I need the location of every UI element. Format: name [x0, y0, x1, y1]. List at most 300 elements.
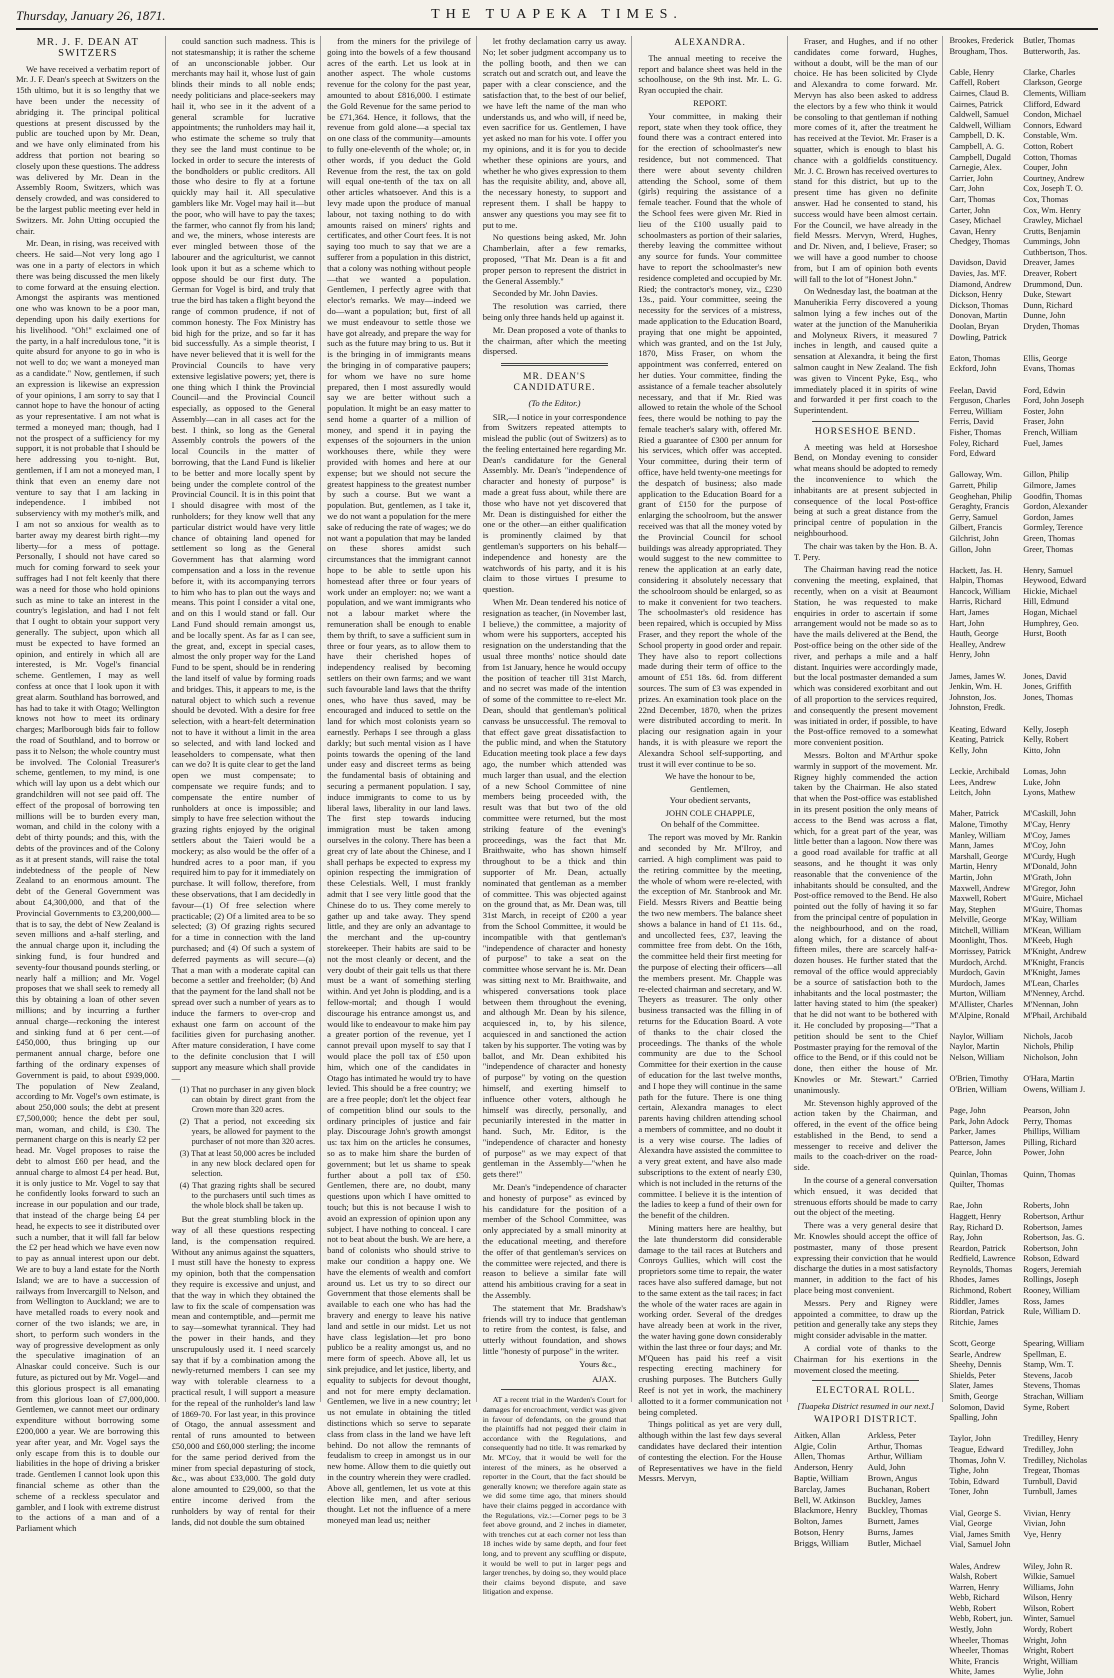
elector-name: Wilson, Henry [1023, 1593, 1073, 1603]
article-paragraph: On Wednesday last, the boatman at the Manuherikia Ferry discovered a young salmon lying a few inches out of the water at the junction of the Manuherikia and Molyneux Rivers, it measured 7 inches in length, and caused quite a sensation at Alexandra, it being the first salmon caught in New Zealand. The fish was given to Vincent Pyke, Esq., who immediately placed it in spirits of wine and forwarded it per first coach to the Superintendent. [793, 286, 938, 416]
elector-name: M'Allister, Charles [949, 1000, 1013, 1010]
elector-name [1023, 714, 1093, 725]
elector-name: Butler, Michael [867, 1537, 922, 1548]
elector-name: Murdoch, Archd. [949, 957, 1007, 967]
elector-name: Vial, George S. [949, 1508, 1001, 1518]
elector-name: Gerry, Samuel [949, 512, 998, 522]
elector-name: Burnett, James [867, 1516, 919, 1527]
list-item: (1) That no purchaser in any given block can obtain by direct grant from the Crown more than 320 acres. [179, 1085, 316, 1115]
article-paragraph: could sanction such madness. This is not statesmanship; it is rather the scheme of an unconscionable jobber. Our merchants may hail it, whose lust of gain blinds their minds to all noble ends; needy politicians and place-seekers may hail it, who see in it the advent of a general scramble for lucrative appointments; the runholders may hail it, who estimate the scheme so truly that they see the land must continue to be locked in order to secure the interests of the bondholders or public creditors. All those who desire to fly at a fortune quickly may hail it. All speculative gamblers like Mr. Vogel may hail it—but the poor, who will have to pay the taxes; the farmer, who cannot fly from his land; and we, the miners, whose interests are ever mingled between those of the labourer and the agriculturist, we cannot look upon it but as a scheme which to oppose should be our first duty. The German for Vogel is bird, and truly that true the bird has taken a flight beyond the range of common prudence, if not of common honesty. The Fox Ministry has bid high for the prize, and so far it has bid successfully. As a simple theorist, I have never believed that it is well for the Provincial Councils to have very extensive legislative powers; yet, there is one thing which I think the Provincial Council—and the Provincial Council especially, as opposed to the General Assembly—can in all cases act for the best. I think, so long as the General Assembly controls the powers of the local Councils in the matter of borrowing, that the Land Fund is likelier to be better and more locally spent by being under the complete control of the Provincial Council. It is in this point that I should disagree with most of the runholders; for they know well that any particular district would have very little chance of obtaining land opened for settlement so long as the General Government has that alarming word compensation and a loss in the revenue before it, with its accompanying terrors to him who has to plan out the ways and means. This point I consider a vital one, and on this I would stand or fall. Our Land Fund should remain amongst us, and be locally spent. As far as I can see, the great, and, except in special cases, almost the only proper way for the Land Fund to be spent, should be in rendering the land itself of value by forming roads and bridges. This, it appears to me, is the natural object to which such a revenue should be devoted. With a desire for free selection, with a heart-felt determination not to have it without a limit in the area so selected, and with land locked and leaseholders to compensate, what then can we do? It is quite clear to get the land open we must compensate; to compensate we require funds; and to compensate the entire number of runholders at once is impossible; and simply to have free selection without the grazing rights enjoyed by the original settlers about the Taieri would be a mockery; as also would be the offer of a hundred acres to a poor man, if you required him to pay for it immediately on purchase. It will follow, therefore, from these observations, that I am decidedly in favour—(1) Of free selection where practicable; (2) Of a limited area to be so selected; (3) Of grazing rights secured for a time in connection with the land purchased; and (4) Of such a system of deferred payments as will secure—(a) That a man with a moderate capital can become a settler and freeholder; (b) And that the payment for the land shall not be spread over such a number of years as to induce the farmers to over-crop and exhaust one farm on account of the facilities given for purchasing another. After mature consideration, I have come to the definite conclusion that I will support any measure which shall provide— [171, 36, 316, 1083]
elector-name: Ferguson, Charles [949, 396, 1011, 406]
elector-name: Martin, Henry [949, 862, 998, 872]
masthead [16, 6, 1098, 30]
elector-name: Hill, Edmund [1023, 597, 1069, 607]
elector-name: Hurst, Booth [1023, 629, 1067, 639]
elector-name [1023, 1021, 1093, 1032]
article-paragraph: Things political as yet are very dull, although within the last few days several candidates have declared their intention of contesting the election. For the House of Representatives we have in the field Messrs. Mervyn, [638, 1419, 782, 1484]
elector-name: Clements, William [1023, 88, 1087, 98]
elector-name: M'Nenney, Archd. [1023, 989, 1085, 999]
elector-name: Owens, William J. [1023, 1084, 1086, 1094]
elector-name: Geraghty, Francis [949, 502, 1009, 512]
article-title-dean: MR. J. F. DEAN AT SWITZERS [36, 37, 139, 59]
elector-name: Arkless, Peter [867, 1429, 916, 1440]
article-paragraph: The Chairman having read the notice convening the meeting, explained, that recently, when on a visit at Beaumont Station, he was requested to make enquiries in order to ascertain if some arrangement would not be made so as to have the mails delivered at the Bend, the Post-office being on the other side of the river, and perhaps a mile and a half distant. Inquiries were accordingly made, but the local postmaster demanded a sum which was considered exorbitant and out of all proportion to the services required, and consequently the present movement was initiated in order, if possible, to have the Post-office removed to a somewhat more convenient position. [793, 564, 938, 748]
elector-name: Allen, Thomas [793, 1451, 845, 1462]
elector-name [1023, 756, 1093, 767]
elector-name: Davies, Jas. M'F. [949, 269, 1007, 279]
elector-name: Cummings, John [1023, 237, 1081, 247]
elector-name [1023, 799, 1093, 810]
article-paragraph: Fraser, and Hughes, and if no other candidates come forward, Hughes, without a doubt, will be the man of our choice. He has been solicited by Clyde and Alexandra to come forward. Mr. Mervyn has also been asked to address the electors by a few who think it would be consoling to that gentleman if nothing more comes of it, after the treatment he has received at the Teviot. Mr. Fraser is a squatter, which is enough to blast his chance with a goldfields constituency. Mr. J. C. Brown has received overtures to stand for this district, but up to the present time has given no definite answer. Had he consented to stand, his success would have been almost certain. For the Council, we have already in the field Messrs. Mervyn, Wrerd, Hughes, and Dr. Niven, and, I believe, Fraser; so we will have a good number to choose from, but I am of opinion both events will fall to the lot of "Honest John." [793, 36, 938, 284]
elector-name: M'Guire, Michael [1023, 894, 1083, 904]
elector-name: Harris, Richard [949, 597, 1002, 607]
elector-name: O'Hara, Martin [1023, 1074, 1075, 1084]
article-paragraph: There was a very general desire that Mr. Knowles should accept the office of postmaster, many of those present expressing their conviction that he would discharge the duties in a most satisfactory manner, in addition to the fact of his place being most convenient. [793, 1220, 938, 1296]
elector-name: Algie, Colin [793, 1440, 837, 1451]
elector-name [1023, 703, 1093, 714]
elector-name: Power, John [1023, 1148, 1065, 1158]
elector-name: Buckley, Thomas [867, 1505, 928, 1516]
report-signature: JOHN COLE CHAPPLE, [665, 807, 755, 818]
article-paragraph: No questions being asked, Mr. John Chamberlain, after a few remarks, proposed, "That Mr. Dean is a fit and proper person to represent the district in the General Assembly." [482, 232, 627, 286]
elector-name: Dunn, Richard [1023, 300, 1073, 310]
elector-name: Wright, William [1023, 1656, 1078, 1666]
elector-name: Lomas, John [1023, 766, 1067, 776]
elector-name: M'Curdy, Hugh [1023, 851, 1076, 861]
elector-name: Buckley, James [867, 1494, 922, 1505]
elector-name: Wheeler, Thomas [949, 1646, 1009, 1656]
elector-name: Luke, John [1023, 777, 1061, 787]
elector-name: Maxwell, Andrew [949, 883, 1010, 893]
article-dean-body-cont [172, 36, 316, 1083]
elector-name: Hancock, William [949, 586, 1011, 596]
elector-name: Morrissey, Patrick [949, 947, 1011, 957]
elector-name: M'Nennan, John [1023, 1000, 1079, 1010]
elector-name: Carr, Thomas [949, 194, 996, 204]
elector-name: Melville, George [949, 915, 1007, 925]
elector-name: Quinlan, Thomas [949, 1169, 1008, 1179]
elector-name: Robertson, Jas. G. [1023, 1233, 1085, 1243]
elector-name: Thomas, John V. [949, 1455, 1006, 1465]
article-paragraph: let frothy declamation carry us away. No; let sober judgment accompany us to the polling booth, and then we can scratch out and scratch out, and leave the paper with a clear conscience, and the satisfaction that, to the best of our belief, we have left the name of the man who understands us, and who will, if need be, even sacrifice for us. Gentlemen, I have yet asked no man for his vote. I offer you my opinions, and it is for you to decide whether these opinions are yours, and whether he who gives expression to them has the requisite ability, and, above all, the necessary honesty, to support and represent them. I shall be happy to answer any questions you may see fit to put to me. [482, 36, 627, 230]
elector-name: Strachan, William [1023, 1392, 1084, 1401]
elector-name: Keating, Edward [949, 724, 1007, 734]
elector-name: Rollings, Joseph [1023, 1275, 1079, 1285]
elector-name: Arthur, Thomas [867, 1440, 923, 1451]
elector-name: Stamp, Wm. T. [1023, 1360, 1074, 1370]
elector-name: Cox, Joseph T. O. [1023, 184, 1083, 194]
elector-name: M'Coy, James [1023, 830, 1071, 840]
article-paragraph: The resolution was carried, there being only three hands held up against it. [482, 301, 627, 322]
article-paragraph: Mr. Dean's "independence of character and honesty of purpose" as evinced by his candidature for the position of a member of the School Committee, was only appreciated by a small minority at the educational meeting, and therefore the offer of that gentleman's services on the committee were rejected, and there is reason to believe a similar fate will attend his ambitious craving for a seat in the Assembly. [482, 1182, 627, 1301]
elector-name: Foster, John [1023, 406, 1064, 416]
elector-name: Robertson, John [1023, 1243, 1078, 1253]
elector-name [1023, 1413, 1093, 1424]
waipori-names [794, 1430, 938, 1549]
elector-name [949, 460, 1019, 471]
article-paragraph: The chair was taken by the Hon. B. A. T. Pery. [793, 540, 938, 562]
elector-name: Hickie, Michael [1023, 586, 1078, 596]
elector-name: Campbell, D. K. [949, 131, 1005, 141]
elector-name: Redfield, Lawrence [949, 1254, 1016, 1264]
elector-name: Vye, Henry [1023, 1529, 1062, 1539]
elector-name [949, 1021, 1019, 1032]
elector-name: O'Brien, Timothy [949, 1074, 1009, 1084]
elector-name: Clarke, Charles [1023, 67, 1076, 77]
elector-name: May, Stephen [949, 904, 996, 914]
elector-name [1023, 343, 1093, 354]
waipori-title: WAIPORI DISTRICT. [813, 1415, 918, 1426]
elector-name: M'Caskill, John [1023, 809, 1076, 819]
elector-name: Leckie, Archibald [949, 766, 1010, 776]
elector-name [1023, 333, 1093, 344]
elector-name: Cuthbertson, Thos. [1023, 247, 1088, 257]
elector-name: Arthur, William [867, 1451, 923, 1462]
elector-name: Constable, Wm. [1023, 131, 1078, 141]
elector-name: James, James W. [949, 671, 1006, 681]
elector-name: Doolan, Bryan [949, 322, 999, 332]
elector-name: M'Grath, John [1023, 872, 1072, 882]
column-4 [482, 36, 633, 1597]
elector-name: Wheeler, Thomas [949, 1635, 1009, 1645]
elector-name: Nicholson, John [1023, 1053, 1078, 1062]
elector-name: Webb, Robert [949, 1603, 996, 1613]
elector-name [1023, 1159, 1093, 1170]
elector-name: Dowling, Patrick [949, 332, 1007, 342]
elector-name: Williams, John [1023, 1582, 1074, 1592]
elector-name: Ferreu, William [949, 406, 1003, 416]
elector-name: Spalling, John [949, 1413, 998, 1423]
elector-name: Wordy, Robert [1023, 1625, 1073, 1635]
elector-name: Vivian, John [1023, 1519, 1066, 1529]
elector-name: Butler, Thomas [1023, 36, 1075, 45]
elector-name: Brookes, Frederick [949, 36, 1014, 45]
elector-name [949, 1328, 1019, 1339]
elector-name: Halpin, Thomas [949, 576, 1004, 586]
elector-name: Sheehy, Dennis [949, 1360, 1002, 1370]
elector-name [949, 343, 1019, 354]
article-paragraph: Mr. Dean proposed a vote of thanks to the chairman, after which the meeting dispersed. [482, 324, 627, 357]
elector-name: Tobin, Edward [949, 1476, 1000, 1486]
elector-name: Marshall, George [949, 851, 1008, 861]
elector-name: Vivian, Henry [1023, 1508, 1071, 1518]
elector-name: Gordon, James [1023, 512, 1074, 522]
elector-name: Aitken, Allan [793, 1429, 841, 1440]
newspaper-title: THE TUAPEKA TIMES. [431, 7, 683, 22]
elector-name: Tighe, John [949, 1466, 989, 1476]
elector-name: Caffell, Robert [949, 78, 1000, 88]
wardens-court-notice: AT a recent trial in the Warden's Court for damages for encroachment, verdict was given in favour of defendants, on the ground that the plaintiffs had not pegged their claim in accordance with the Regulations, and consequently had no title. It was remarked by Mr. M'Coy, that it would be well for the interest of the miners, as he observed a reporter in the Court, that the fact should be generally known; we therefore again state as we did some time ago, that miners should have their claims pegged in accordance with the Regulations, viz.:—Corner pegs to be 3 feet above ground, and 2 inches in diameter, with trenches cut at each corner not less than 18 inches wide by same depth, and four feet long, and to prevent any scuffling or dispute, it would be well to put in larger pegs and larger trenches, by doing so, they would place their claims beyond dispute, and save litigation and expense. [482, 1395, 627, 1597]
column-6 [793, 36, 944, 1548]
elector-name [949, 1551, 1019, 1562]
divider [501, 1389, 609, 1390]
elector-name: Nelson, William [949, 1053, 1005, 1062]
elector-name [949, 57, 1019, 68]
elector-name [949, 1424, 1019, 1435]
elector-name: Kelly, Joseph [1023, 724, 1069, 734]
elector-name: Searle, Andrew [949, 1349, 1002, 1359]
elector-name: Quinn, Thomas [1023, 1169, 1076, 1179]
elector-name: M'Knight, Andrew [1023, 947, 1087, 957]
elector-name: Mann, James [949, 841, 994, 851]
report-honour: We have the honour to be, [665, 771, 756, 782]
elector-name: Martin, John [949, 872, 993, 882]
elector-name: Spearing, William [1023, 1339, 1085, 1349]
elector-name: Henry, Samuel [1023, 565, 1073, 575]
elector-name: Spellman, E. [1023, 1349, 1067, 1359]
elector-name: Greer, Thomas [1023, 544, 1073, 554]
elector-name: Quilter, Thomas [949, 1180, 1004, 1190]
report-label: REPORT. [693, 97, 728, 108]
elector-name: Crutts, Benjamin [1023, 226, 1081, 236]
elector-name: Dryden, Thomas [1023, 322, 1080, 332]
article-paragraph: The report was moved by Mr. Rankin and seconded by Mr. M'Ilroy, and carried. A high compliment was paid to the retiring committee by the meeting, the whole of whom were re-elected, with the exception of Mr. Stanbrook and Mr. Field. Messrs Rivers and Beattie being the two new members. The balance sheet shows a balance in hand of £1 11s. 6d., and uncollected fees, £37, leaving the committee free from debt. On the 16th, the committee held their first meeting for the purpose of electing their officers—all the members present. Mr. Chapple was re-elected chairman and secretary, and W. Theyers as treasurer. The only other business transacted was the filling in of returns for the Education Board. A vote of thanks to the chair closed the proceedings. The thanks of the whole community are due to the School Committee for their exertion in the cause of education for the last twelve months, and I hope they will continue in the same path for the future. There is one thing certain, Alexandra manages to elect parents having children attending school a members of committee, and no doubt it is a very wise course. The ladies of Alexandra have assisted the committee to a very great extent, and have also made subscriptions to the extent of nearly £30, which is not included in the returns of the committee. I believe it is the intention of the ladies to keep a fund of their own for the benefit of the children. [638, 832, 782, 1221]
elector-name: Cox, Thomas [1023, 194, 1069, 204]
elector-name: Chedgey, Thomas [949, 237, 1010, 247]
elector-name [1023, 640, 1093, 651]
elector-name: M'Kean, William [1023, 925, 1082, 935]
list-item: (4) That grazing rights shall be secured to the purchasers until such times as the whole block shall be taken up. [179, 1181, 316, 1211]
elector-name: Carr, John [949, 184, 985, 194]
elector-name: Rogers, Jeremiah [1023, 1264, 1082, 1274]
elector-name: Tredilley, John [1023, 1444, 1074, 1454]
elector-name: Wilson, Robert [1023, 1603, 1075, 1613]
elector-name: Perry, Thomas [1023, 1116, 1072, 1126]
elector-name: Maxwell, Robert [949, 894, 1007, 904]
elector-name: Mitchell, William [949, 925, 1009, 935]
elector-name: Vial, Samuel John [949, 1540, 1011, 1550]
elector-name: Ford, John Joseph [1023, 396, 1084, 406]
article-paragraph: Mr. Stevenson highly approved of the action taken by the Chairman, and offered, in the event of the office being established in the Bend, to send a messenger to receive and deliver the mails to the coach-driver on the road-side. [793, 1097, 938, 1173]
elector-name [949, 714, 1019, 725]
column-2 [171, 36, 322, 1527]
elector-name: Gormley, Terence [1023, 523, 1083, 533]
elector-name [1023, 650, 1093, 661]
alexandra-news [638, 832, 782, 1484]
article-title-horseshoe: HORSESHOE BEND. [814, 426, 917, 437]
elector-name [949, 1191, 1019, 1202]
elector-name: Couper, John [1023, 163, 1068, 173]
elector-name: Stevens, Jacob [1023, 1370, 1073, 1380]
article-paragraph: SIR,—I notice in your correspondence from Switzers repeated attempts to mislead the public (out of Switzers) as to the feeling entertained here regarding Mr. Dean's candidature for the General Assembly. Mr. Dean's "independence of character and honesty of purpose" is made a great fuss about, while there are those who have not yet discovered that Mr. Dean is distinguished for either the one or the other—an either qualification is prominently claimed by that gentleman's supporters on his behalf—independence and honesty are the watchwords of his party, and it is his claim to those virtues I presume to question. [482, 411, 627, 595]
elector-name: M'Knight, Francis [1023, 957, 1085, 967]
elector-name: Winter, Samuel [1023, 1614, 1076, 1624]
elector-name: Robertson, Arthur [1023, 1211, 1084, 1221]
elector-name: Rooney, William [1023, 1286, 1080, 1296]
elector-name: Buchanan, Robert [867, 1483, 930, 1494]
elector-name: Cairnes, Claud B. [949, 88, 1010, 98]
letter-signature: AJAX. [592, 1373, 617, 1384]
elector-name: Campbell, Dugald [949, 152, 1011, 162]
elector-name: Diamond, Andrew [949, 279, 1012, 289]
elector-name: Nichols, Philip [1023, 1042, 1074, 1052]
elector-name: Evans, Thomas [1023, 364, 1075, 374]
elector-name: Robson, Edward [1023, 1254, 1080, 1264]
elector-name: Taylor, John [949, 1434, 991, 1444]
report-servants: Gentlemen, Your obedient servants, [669, 784, 751, 805]
elector-name: Patterson, James [949, 1137, 1006, 1147]
elector-name: Nichols, Jacob [1023, 1031, 1073, 1041]
elector-name: Cotton, Thomas [1023, 152, 1078, 162]
elector-name: Tredilley, Nicholas [1023, 1455, 1088, 1465]
elector-name: Wilkie, Samuel [1023, 1572, 1076, 1582]
column-1 [16, 36, 166, 1534]
elector-name: M'Kay, William [1023, 915, 1077, 925]
elector-name: Westly, John [949, 1625, 992, 1635]
elector-name: M'Guire, Thomas [1023, 904, 1083, 914]
elector-name [1023, 661, 1093, 672]
elector-name: Stevens, Thomas [1023, 1381, 1081, 1391]
elector-name: White, Francis [949, 1656, 999, 1666]
elector-name [1023, 57, 1093, 68]
elector-name: Naylor, Martin [949, 1042, 1000, 1052]
letter-closing: Yours &c., [579, 1358, 617, 1369]
elector-name: Keating, Patrick [949, 735, 1004, 745]
elector-name: Leitch, John [949, 788, 991, 798]
elector-name: Phillips, William [1023, 1127, 1080, 1137]
list-item: (3) That at least 50,000 acres be included in any new block declared open for selection. [179, 1149, 316, 1179]
elector-name: Turnbull, David [1023, 1476, 1077, 1486]
elector-name: Robertson, James [1023, 1222, 1083, 1232]
elector-name: Campbell, A. G. [949, 141, 1005, 151]
elector-name: Briggs, William [793, 1537, 849, 1548]
elector-name: Ford, Edward [949, 449, 996, 459]
elector-name [949, 756, 1019, 767]
elector-name [1023, 460, 1093, 471]
elector-name: Rhodes, James [949, 1275, 1000, 1285]
elector-name: Kelly, Robert [1023, 735, 1069, 745]
elector-name: Haggett, Henry [949, 1211, 1002, 1221]
elector-name: Wylie, John [1023, 1667, 1064, 1677]
elector-name: Connors, Edward [1023, 120, 1082, 130]
elector-name: Jones, Griffith [1023, 682, 1072, 692]
elector-name: Cotton, Robert [1023, 141, 1074, 151]
elector-name: Carrier, John [949, 173, 993, 183]
elector-name [1023, 375, 1093, 386]
elector-name [1023, 449, 1093, 460]
elector-name: Carnegie, Alex. [949, 163, 1002, 173]
elector-name: Foley, Richard [949, 438, 999, 448]
elector-name: Galloway, Wm. [949, 470, 1003, 480]
report-behalf: On behalf of the Committee. [660, 818, 760, 829]
elector-name: M'Gregor, John [1023, 883, 1076, 893]
elector-name: Gilmore, James [1023, 480, 1076, 490]
alexandra-news-cont [794, 36, 938, 416]
elector-name [1023, 1498, 1093, 1509]
elector-name: Riddler, James [949, 1296, 999, 1306]
article-paragraph: Your committee, in making their report, state when they took office, they found there was a contract entered into for the erection of schoolmaster's new residence, but not commenced. That there were about seventy children attending the School, some of them (girls) requiring the assistance of a female teacher. Found that the whole of the School fees were given Mr. Ried in lieu of the £100 usually paid to schoolmasters as portion of their salaries, thereby leaving the committee without any source for funds. Your committee have to report the schoolmaster's new residence completed and occupied by Mr. Ried; the contractor's money, viz., £230 13s., paid. Your committee, seeing the necessity for the services of a mistress, made application to the Education Board, praying that one might be appointed, which was granted, and on the 1st July, 1870, Miss Fraser, on whom the appointment was conferred, entered on her duties. Your committee, finding the assistance of a female teacher absolutely necessary, and that if Mr. Ried was allowed to retain the whole of the School fees, there would be nothing to pay the female teacher's salary with, offered Mr. Ried a guarantee of £300 per annum for his services, which offer was accepted. Your committee, during their term of office, have held twenty-one meetings for the despatch of business; also made application to the Education Board for a grant of £150 for the purpose of enlarging the schoolroom, but the answer received was that all the money voted by the Provincial Council for school buildings was already appropriated. They would suggest to the new committee to renew the application at an early date, considering it absolutely necessary that the schoolroom should be enlarged, so as to make it convenient for two teachers. The schoolmaster's old residence has been repaired, which is occupied by Miss Fraser, and they report the whole of the School property in good order and repair. They have also to report collections made during their term of office to the amount of £51 18s. 6d. from different sources. The sum of £3 was expended in prizes. An examination took place on the 22nd December, 1870, when the prizes were distributed according to merit. In placing our resignation again in your hands, it is with pleasure we report the Alexandra School self-supporting, and trust it will ever continue to be so. [638, 110, 782, 769]
alexandra-report [638, 111, 782, 770]
elector-name: Gilchrist, John [949, 533, 999, 543]
elector-name: Feelan, David [949, 385, 997, 395]
article-paragraph: A cordial vote of thanks to the Chairman for his exertions in the movement closed the meeting. [793, 1343, 938, 1375]
elector-name: Dreaver, Robert [1023, 269, 1077, 279]
elector-name: Ray, John [949, 1233, 983, 1243]
elector-name: Dreaver, James [1023, 258, 1075, 268]
elector-name: Vial, George [949, 1519, 993, 1529]
elector-name [1023, 1540, 1093, 1551]
elector-name: Duke, Stewart [1023, 290, 1072, 300]
elector-name: Hackett, Jas. H. [949, 565, 1003, 575]
issue-date: Thursday, January 26, 1871. [16, 8, 166, 23]
elector-name: Cable, Henry [949, 67, 995, 77]
elector-name: Webb, Robert, jun. [949, 1614, 1013, 1624]
elector-name: Hauth, George [949, 629, 999, 639]
elector-name: Rule, William D. [1023, 1307, 1081, 1317]
elector-name: Roberts, John [1023, 1201, 1070, 1211]
land-proposals-list [180, 1085, 316, 1211]
article-paragraph: Mining matters here are healthy, but the late thunderstorm did considerable damage to the tail races at Butchers and Conroys Gullies, which will cost the proprietors some time to repair, the water races have also suffered damage, but not to the same extent as the tail races; in fact the whole of the water races are again in working order. Several of the dredges have already been at work in the river, the water having gone down considerably within the last three or four days; and Mr. M'Queen has paid his reef a visit respecting erecting machinery for crushing purposes. The Butchers Gully Reef is not yet in work, the machinery allotted to it a former communication not being completed. [638, 1223, 782, 1417]
elector-name: M'Phail, Archibald [1023, 1010, 1087, 1020]
elector-name: Courtney, Andrew [1023, 173, 1085, 183]
divider [812, 1380, 920, 1381]
article-paragraph: A meeting was held at Horseshoe Bend, on Monday evening to consider what means should be adopted to remedy the inconvenience to which the inhabitants are at present subjected in consequence of the local Post-office being at such a great distance from the principal centre of population in the neighbourhood. [793, 441, 938, 539]
elector-name: M'Lean, Charles [1023, 978, 1079, 988]
elector-name: Fuel, James [1023, 438, 1063, 448]
elector-name: Eckford, John [949, 364, 997, 374]
elector-name: Drummond, Dun. [1023, 279, 1083, 289]
elector-name: Tredilley, Henry [1023, 1434, 1079, 1444]
elector-name: M'Donald, John [1023, 862, 1077, 872]
elector-name: Kelly, John [949, 745, 988, 755]
elector-name: Ferris, David [949, 417, 994, 427]
elector-name: Tregear, Thomas [1023, 1466, 1080, 1476]
elector-name: Ray, Richard D. [949, 1222, 1004, 1232]
elector-name: Gordon, Alexander [1023, 502, 1088, 512]
elector-name: Bolton, James [793, 1516, 843, 1527]
elector-name: Ritchie, James [949, 1317, 999, 1327]
elector-name [949, 799, 1019, 810]
elector-name: M'Knight, James [1023, 968, 1081, 978]
article-paragraph: The statement that Mr. Bradshaw's friends will try to induce that gentleman to retire from the contest, is false, and utterly without foundation, and shows little "honesty of purpose" in the writer. [482, 1302, 627, 1357]
elector-name: Parker, James [949, 1127, 996, 1137]
elector-name: Anderson, Henry [793, 1462, 854, 1473]
article-dean-body-cont2 [327, 36, 471, 1526]
elector-name [949, 248, 1019, 259]
elector-name: Johnston, Jos. [949, 692, 997, 702]
elector-name: Wales, Andrew [949, 1561, 1001, 1571]
column-7 [949, 36, 1098, 1677]
elector-name: Jenkin, Wm. H. [949, 682, 1003, 692]
elector-name: Cox, Wm. Henry [1023, 205, 1081, 215]
elector-name: Butterworth, Jas. [1023, 46, 1081, 56]
elector-name: Brougham, Thos. [949, 46, 1008, 56]
elector-name: Hart, John [949, 618, 985, 628]
elector-name: Vial, James Smith [949, 1529, 1011, 1539]
elector-name: White, James [949, 1667, 995, 1677]
article-paragraph: We have received a verbatim report of Mr. J. F. Dean's speech at Switzers on the 15th ultimo, but it is so lengthy that we have been under the necessity of abridging it. The principal political questions at present discussed by the public are touched upon by Mr. Dean, and we have only eliminated from his address that portion not bearing so closely upon these questions. The address was delivered by Mr. Dean in the Assembly Room, Switzers, which was densely crowded, and was considered to be the largest public meeting ever held in Switzers. Mr. John Utting occupied the chair. [16, 63, 160, 236]
elector-name: Lyons, Mathew [1023, 788, 1076, 798]
alexandra-intro [638, 53, 782, 96]
horseshoe-body [794, 442, 938, 1376]
elector-name: Fisher, Thomas [949, 427, 1002, 437]
elector-name [1023, 1180, 1093, 1191]
elector-name: Carter, John [949, 205, 991, 215]
article-paragraph: Mr. Dean, in rising, was received with cheers. He said—Not very long ago I was one in a party of electors in which there was being discussed the men likely to come forward at the ensuing election. Amongst the aspirants was mentioned one who was known to be a poor man, depending upon his daily exertions for his livelihood. "Oh!" exclaimed one of the party, in a half incredulous tone, "it is quite absurd for anyone to go in who is not well to do; we want a moneyed man as a candidate." Now, gentlemen, if such an expression is likewise an expression of your opinions, I am sorry to say that I cannot hope to have the honour of acting as your representative. I am not what is termed a moneyed man; though, had I not the prospect of a sufficiency for my support, it is not probable that I should be here addressing you to-night. But, gentlemen, if I am not a moneyed man, I think that even an enemy dare not venture to say that I am lacking in independence. I imbibed not subserviency with my mother's milk, and I am not so anxious for wealth as to barter away my dearest birth right—my liberty—for a mess of pottage. Personally, I should not have cared so much for coming forward to seek your suffrages had I not felt keenly that there was a need for those who hold opinions such as mine to take an interest in the country's legislation, and had I not felt that I ought to obtain your support very generally. The subject, upon which all must be expected to have formed an opinion, and entirely in which all are interested, is Mr. Vogel's financial scheme. Gentlemen, I may as well confess at once that I look upon it with great alarm. Southland has borrowed, and has had to take it with Otago; Wellington knows not how to meet its ordinary charges; Marlborough bids fair to follow the road of Southland, and to borrow or pass it to Nelson; the whole country must be involved. The Colonial Treasurer's scheme, gentlemen, to my mind, is one which will lay upon us a debt which our grandchildren will not see paid off. The effect of the proposal of borrowing ten millions will be to burden every man, woman, and child in the colony with a debt of thirty pounds; and this, with the debts of the provinces and of the Colony as it at present stands, will raise the total indebtedness of the people of New Zealand to an enormous amount. The debt of the General Government was about £4,300,000, and that of the Provincial Governments to £3,200,000—that is to say, the debt of New Zealand is seven millions and a-half sterling, and the annual charge upon it, including the sinking fund, is four hundred and seventy-four thousand pounds sterling, or nearly half a million; and Mr. Vogel proposes that we shall seek to remedy all this by obtaining a loan of other seven millions; and by incurring a further annual charge—reckoning the interest and sinking fund at 6 per cent.—of £450,000, thus bringing up our permanent annual charge, before one farthing of the ordinary expenses of Government is paid, to about £939,000. The population of New Zealand, according to Mr. Vogel's own estimate, is about 250,000 souls; the debt at present £7,500,000; hence the debt per soul, man, woman, and child, is £30. The permanent charge on this is nearly £2 per head. Mr. Vogel proposes to raise the debt to almost £60 per head, and the annual charge to almost £4 per head. But, it is only justice to Mr. Vogel to say that he confidently looks forward to such an increase in our population and our trade, that instead of the charge being £4 per head, he expects to see it distributed over such a number, that it will fall far below the £2 per head which we have even now to pay as annual interest upon our debt. We are to buy a land estate for the North Island; we are to have a succession of railways from Invercargill to Nelson, and from Wellington to Auckland; we are to have metalled roads to every nook and corner of the two islands; we are, in short, to perform such wonders in the way of progressive development as only the speculative imagination of an Alnaskar could conceive. Such is our future, as pictured out by Mr. Vogel—and this glorious prospect is all emanating from this glorious loan of £7,000,000. Gentlemen, we cannot meet our ordinary expenditure without borrowing some £200,000 a year. We are borrowing this year after year, and Mr. Vogel says the only escape from this is to double our liabilities in the hope of driving a brisker trade. Gentlemen I cannot look upon this financial scheme as other than the scheme of a reckless speculator and gambler, and I look with extreme distrust to the actions of a man and of a Parliament which [16, 238, 160, 1534]
elector-name: Healley, Andrew [949, 639, 1006, 649]
elector-name: Gillon, John [949, 544, 991, 554]
elector-name: Hogan, Michael [1023, 608, 1078, 618]
elector-name: M'Cay, Henry [1023, 819, 1071, 829]
elector-name: Ellis, George [1023, 353, 1068, 363]
article-title-roll: ELECTORAL ROLL. [815, 1386, 916, 1397]
elector-name: Henry, John [949, 650, 990, 660]
electoral-names [949, 36, 1093, 1678]
elector-name: Condon, Michael [1023, 110, 1082, 120]
elector-name: Casey, Michael [949, 216, 1002, 226]
elector-name: Auld, John [867, 1462, 906, 1473]
elector-name: Naylor, William [949, 1031, 1004, 1041]
